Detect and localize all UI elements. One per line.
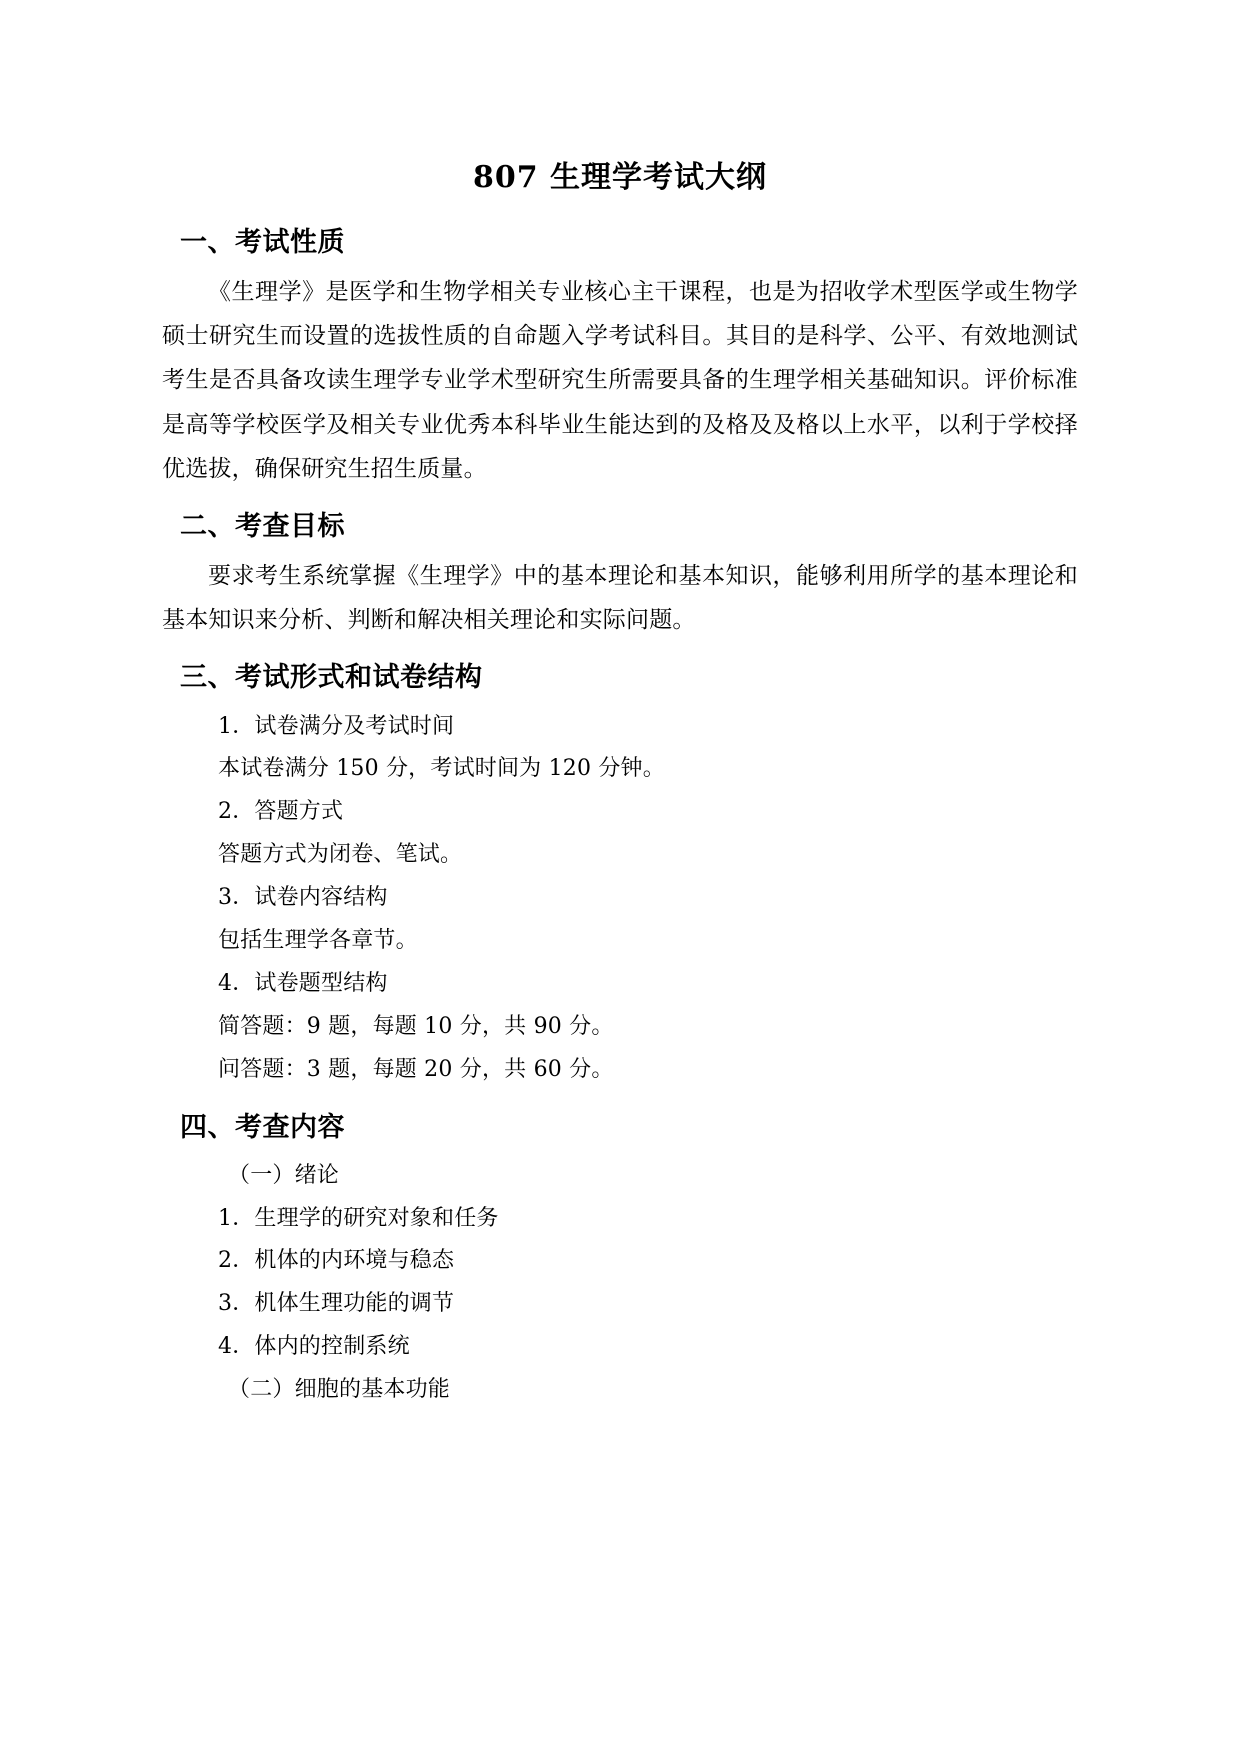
exam-item-3-detail: 包括生理学各章节。 [218,927,418,953]
content-group-1-item-1: 1．生理学的研究对象和任务 [218,1205,499,1231]
exam-item-2-detail: 答题方式为闭卷、笔试。 [218,842,463,868]
page-title: 807 生理学考试大纲 [472,160,768,195]
section-heading-1: 一、考试性质 [180,227,345,258]
exam-item-2-label: 2．答题方式 [218,799,344,825]
exam-item-4-detail: 简答题：9 题，每题 10 分，共 90 分。 [218,1013,614,1039]
exam-item-3-label: 3．试卷内容结构 [218,885,388,911]
content-group-1-item-4: 4．体内的控制系统 [218,1334,410,1360]
content-group-1-title: （一）绪论 [228,1162,340,1188]
exam-item-4-detail-2: 问答题：3 题，每题 20 分，共 60 分。 [218,1056,614,1082]
section-heading-3: 三、考试形式和试卷结构 [180,662,483,694]
section-2-paragraph: 要求考生系统掌握《生理学》中的基本理论和基本知识，能够利用所学的基本理论和基本知识来分析、判断和解决相关理论和实际问题。 [162,563,1078,634]
content-group-2-title: （二）细胞的基本功能 [228,1377,451,1403]
section-heading-2: 二、考查目标 [180,510,345,542]
content-group-1-item-3: 3．机体生理功能的调节 [218,1291,455,1317]
section-heading-4: 四、考查内容 [180,1111,345,1143]
section-1-paragraph: 《生理学》是医学和生物学相关专业核心主干课程，也是为招收学术型医学或生物学硕士研究生而设置的选拔性质的自命题入学考试科目。其目的是科学、公平、有效地测试考生是否具备攻读生理学专业学术型研究生所需要具备的生理学相关基础知识。评价标准是高等学校医学及相关专业优秀本科毕业生能达到的及格及及格以上水平，以利于学校择优选拔，确保研究生招生质量。 [162,279,1078,482]
exam-item-4-label: 4．试卷题型结构 [218,970,388,996]
exam-item-1-label: 1．试卷满分及考试时间 [218,713,455,739]
exam-item-1-detail: 本试卷满分 150 分，考试时间为 120 分钟。 [218,756,665,782]
content-group-1-item-2: 2．机体的内环境与稳态 [218,1248,455,1274]
